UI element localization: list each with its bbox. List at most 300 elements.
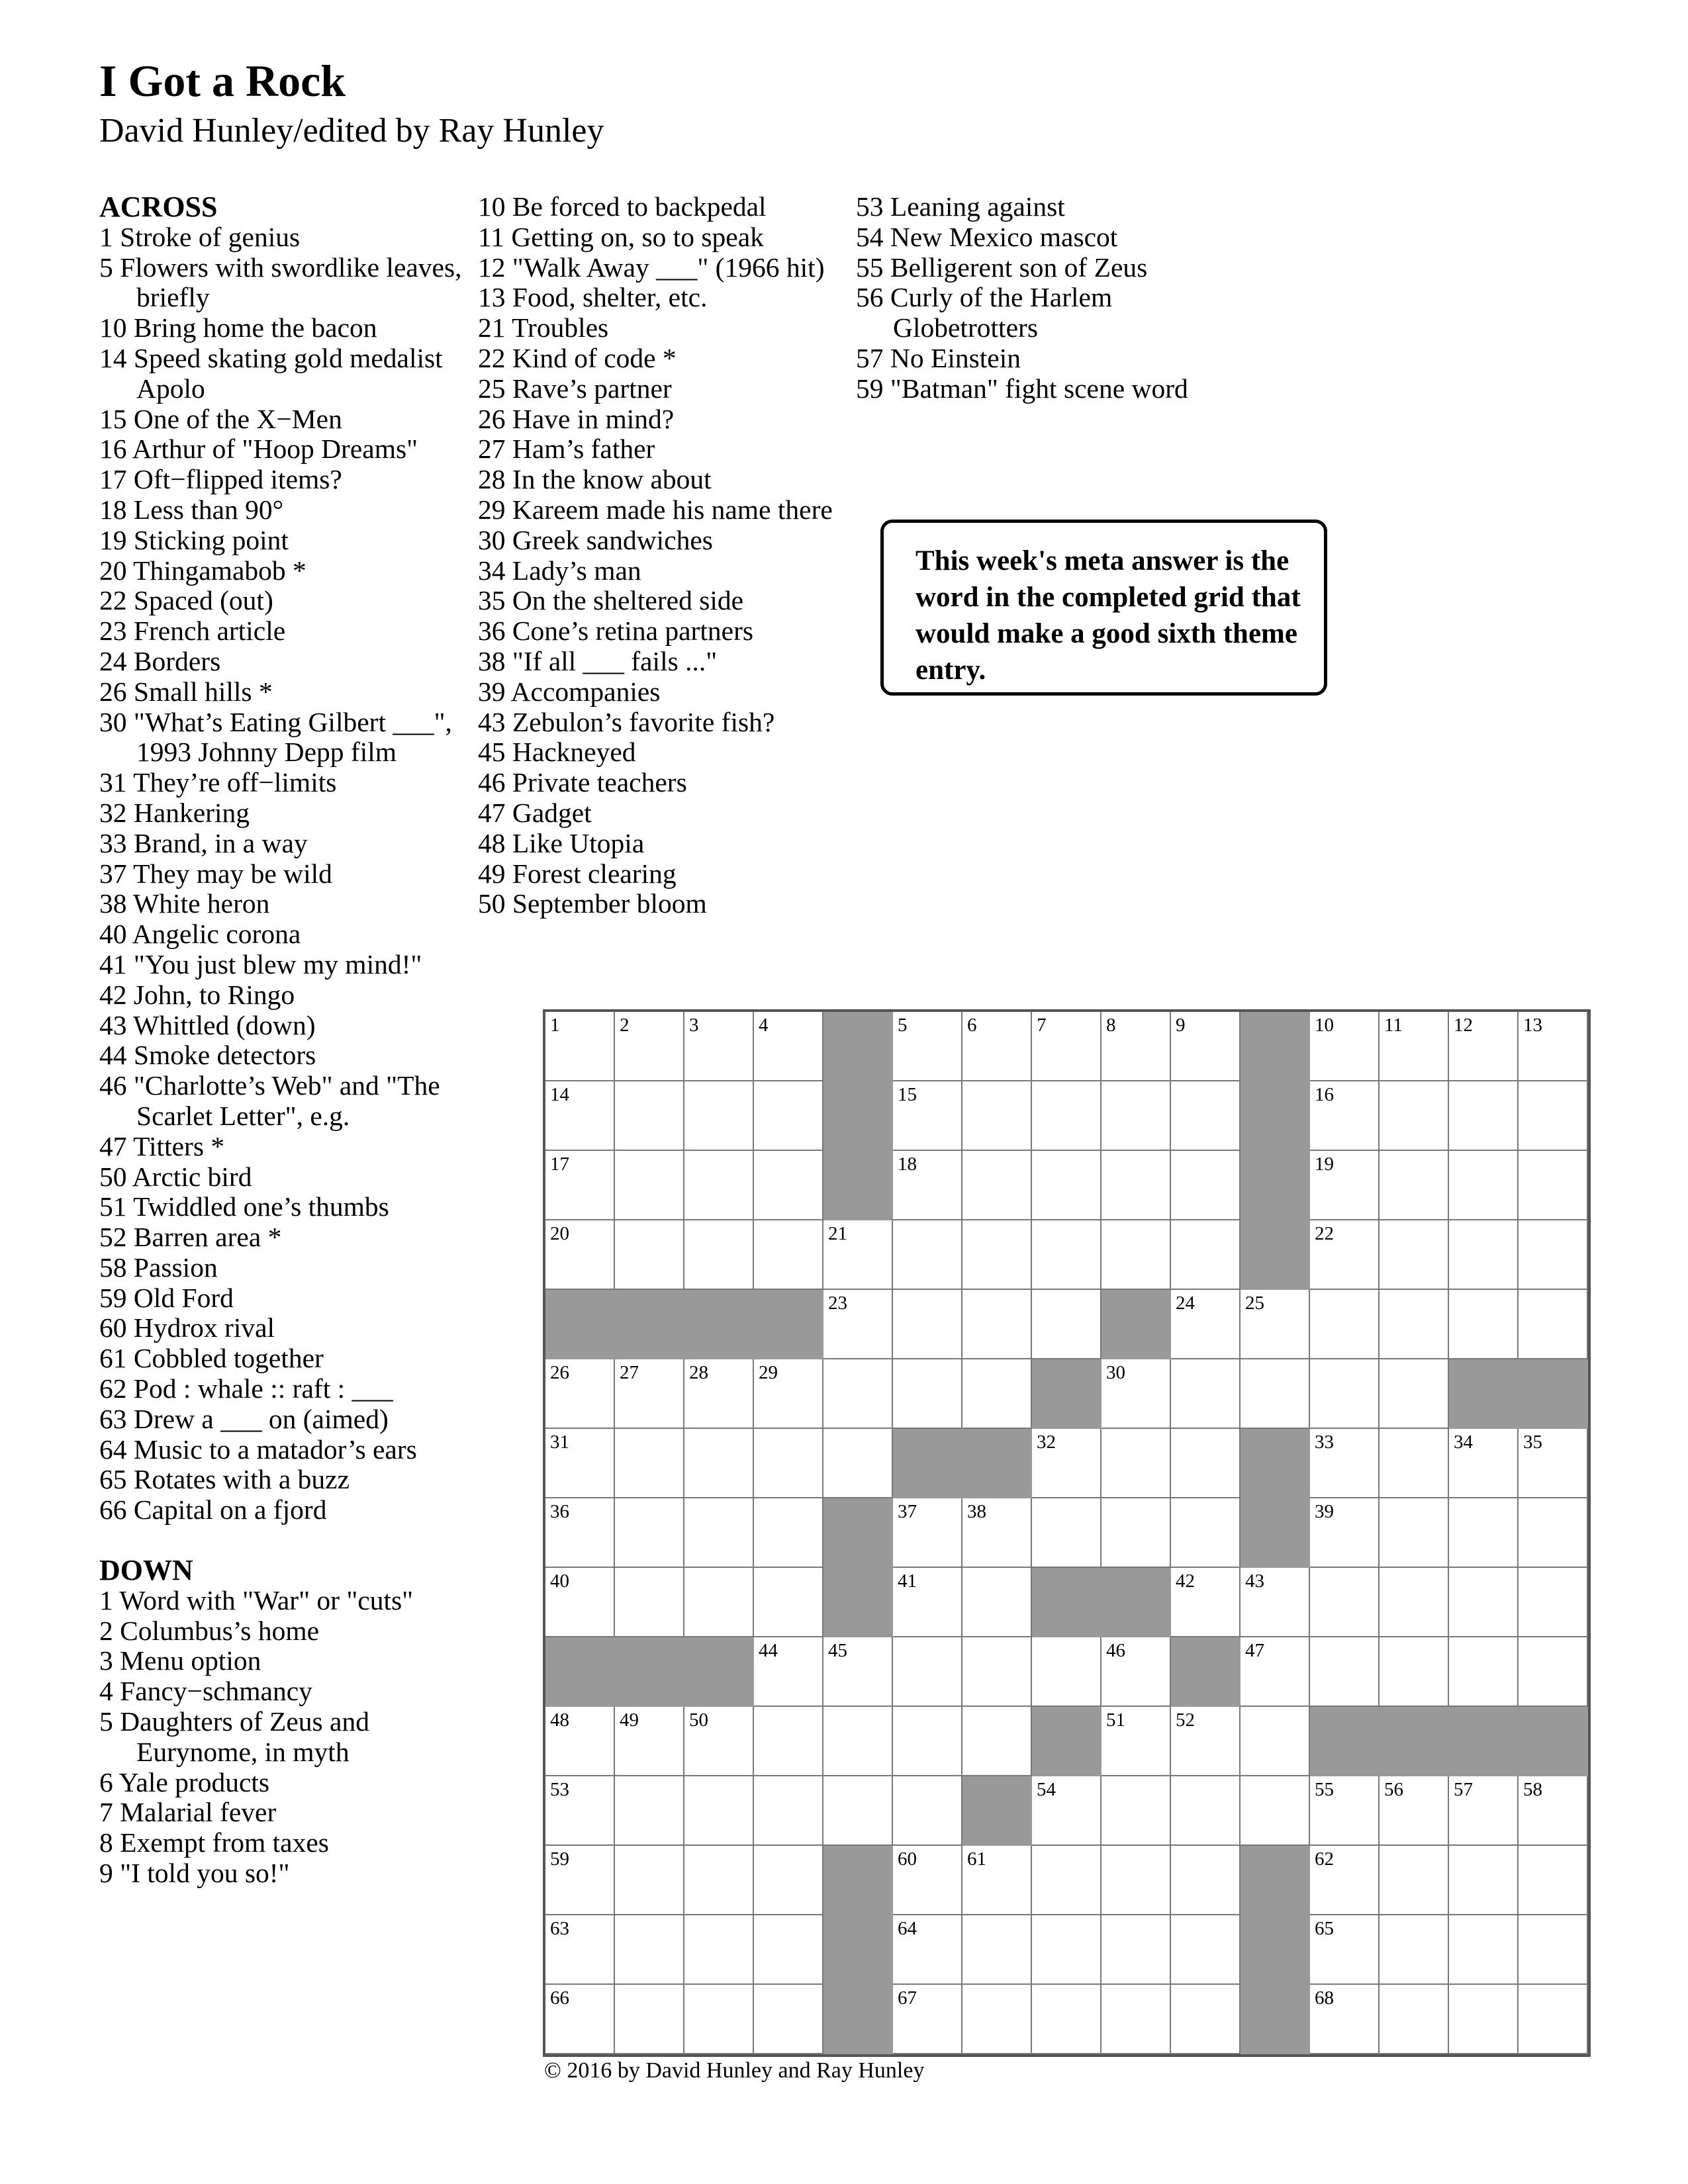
grid-cell[interactable] <box>1032 1915 1102 1985</box>
down-clue: 7 Malarial fever <box>99 1797 277 1828</box>
grid-block <box>823 1568 893 1637</box>
down-clue: 49 Forest clearing <box>478 858 677 889</box>
grid-cell[interactable] <box>1310 1985 1380 2054</box>
grid-cell[interactable] <box>754 1498 823 1568</box>
grid-cell[interactable] <box>893 1568 962 1637</box>
grid-cell[interactable] <box>1171 1429 1241 1498</box>
grid-cell[interactable] <box>1032 1498 1102 1568</box>
grid-cell[interactable] <box>962 1290 1032 1359</box>
grid-cell[interactable] <box>754 1012 823 1081</box>
across-clue: 26 Small hills * <box>99 676 273 707</box>
grid-cell[interactable] <box>545 1846 615 1915</box>
down-clue: 36 Cone’s retina partners <box>478 615 754 647</box>
grid-cell[interactable] <box>1102 1846 1171 1915</box>
grid-cell[interactable] <box>1102 1776 1171 1846</box>
grid-cell[interactable] <box>893 1012 962 1081</box>
grid-cell[interactable] <box>684 1359 754 1429</box>
grid-cell[interactable] <box>1241 1568 1310 1637</box>
grid-cell[interactable] <box>1449 1846 1519 1915</box>
grid-cell[interactable] <box>684 1498 754 1568</box>
grid-cell-number: 63 <box>550 1918 569 1939</box>
grid-cell[interactable] <box>1171 1707 1241 1776</box>
down-clue: 43 Zebulon’s favorite fish? <box>478 706 775 737</box>
grid-cell[interactable] <box>962 1359 1032 1429</box>
grid-cell[interactable] <box>1519 1290 1588 1359</box>
grid-cell[interactable] <box>1519 1776 1588 1846</box>
grid-block <box>1032 1359 1102 1429</box>
down-clue: 21 Troubles <box>478 312 609 343</box>
across-clue: 32 Hankering <box>99 797 250 828</box>
down-clue-list <box>478 192 835 919</box>
grid-cell[interactable] <box>1380 1568 1449 1637</box>
grid-cell[interactable] <box>1171 1568 1241 1637</box>
grid-cell-number: 62 <box>1315 1848 1334 1870</box>
across-clue: 44 Smoke detectors <box>99 1040 316 1071</box>
down-clue: 30 Greek sandwiches <box>478 524 713 555</box>
grid-cell[interactable] <box>1380 1220 1449 1290</box>
grid-cell[interactable] <box>615 1220 684 1290</box>
grid-cell[interactable] <box>962 1498 1032 1568</box>
grid-cell[interactable] <box>754 1985 823 2054</box>
grid-cell[interactable] <box>754 1568 823 1637</box>
grid-cell[interactable] <box>1449 1498 1519 1568</box>
across-clue: 64 Music to a matador’s ears <box>99 1433 417 1465</box>
grid-cell[interactable] <box>893 1707 962 1776</box>
grid-block <box>1380 1707 1449 1776</box>
grid-cell[interactable] <box>1310 1081 1380 1151</box>
grid-cell[interactable] <box>962 1220 1032 1290</box>
grid-cell[interactable] <box>962 1151 1032 1220</box>
grid-cell-number: 53 <box>550 1779 569 1800</box>
grid-cell[interactable] <box>615 1985 684 2054</box>
grid-cell[interactable] <box>684 1012 754 1081</box>
grid-cell[interactable] <box>545 1429 615 1498</box>
grid-cell[interactable] <box>1102 1220 1171 1290</box>
grid-cell[interactable] <box>823 1637 893 1707</box>
grid-cell[interactable] <box>545 1498 615 1568</box>
down-heading: DOWN <box>99 1554 193 1587</box>
grid-cell[interactable] <box>1449 1637 1519 1707</box>
grid-cell[interactable] <box>615 1012 684 1081</box>
grid-cell-number: 24 <box>1176 1293 1195 1314</box>
grid-cell-number: 8 <box>1106 1015 1116 1036</box>
down-clue-list <box>99 1586 470 1889</box>
grid-cell[interactable] <box>1449 1985 1519 2054</box>
grid-cell[interactable] <box>1102 1151 1171 1220</box>
across-clue: 18 Less than 90° <box>99 494 284 525</box>
down-clue: 28 In the know about <box>478 464 712 495</box>
grid-cell[interactable] <box>615 1081 684 1151</box>
grid-cell-number: 38 <box>967 1501 986 1522</box>
grid-cell[interactable] <box>684 1707 754 1776</box>
down-clue: 2 Columbus’s home <box>99 1615 320 1646</box>
grid-cell[interactable] <box>615 1498 684 1568</box>
crossword-grid <box>543 1009 1591 2057</box>
grid-cell[interactable] <box>893 1915 962 1985</box>
down-clue: 55 Belligerent son of Zeus <box>856 251 1148 283</box>
grid-cell[interactable] <box>1519 1985 1588 2054</box>
grid-cell[interactable] <box>1519 1220 1588 1290</box>
grid-cell[interactable] <box>1310 1012 1380 1081</box>
grid-cell[interactable] <box>1310 1290 1380 1359</box>
copyright-notice: © 2016 by David Hunley and Ray Hunley <box>544 2058 925 2083</box>
grid-cell[interactable] <box>1171 1012 1241 1081</box>
grid-cell[interactable] <box>545 1220 615 1290</box>
grid-cell-number: 54 <box>1037 1779 1056 1800</box>
grid-cell-number: 6 <box>967 1015 977 1036</box>
grid-cell[interactable] <box>1519 1498 1588 1568</box>
grid-block <box>1171 1637 1241 1707</box>
grid-cell-number: 44 <box>759 1640 778 1661</box>
grid-cell[interactable] <box>684 1220 754 1290</box>
grid-cell[interactable] <box>962 1568 1032 1637</box>
across-clue: 17 Oft−flipped items? <box>99 464 342 495</box>
grid-cell[interactable] <box>754 1776 823 1846</box>
grid-cell[interactable] <box>1519 1429 1588 1498</box>
grid-cell[interactable] <box>545 1568 615 1637</box>
grid-cell[interactable] <box>545 1985 615 2054</box>
grid-cell[interactable] <box>1171 1985 1241 2054</box>
grid-cell[interactable] <box>1241 1707 1310 1776</box>
grid-cell[interactable] <box>1310 1429 1380 1498</box>
grid-cell[interactable] <box>1241 1359 1310 1429</box>
grid-cell[interactable] <box>545 1707 615 1776</box>
across-clue: 37 They may be wild <box>99 858 332 889</box>
grid-cell[interactable] <box>1032 1846 1102 1915</box>
grid-cell[interactable] <box>893 1776 962 1846</box>
grid-cell[interactable] <box>962 1637 1032 1707</box>
grid-cell[interactable] <box>1449 1429 1519 1498</box>
grid-cell-number: 42 <box>1176 1570 1195 1592</box>
grid-cell-number: 29 <box>759 1362 778 1383</box>
grid-cell-number: 35 <box>1523 1432 1542 1453</box>
grid-cell[interactable] <box>1519 1151 1588 1220</box>
grid-cell[interactable] <box>893 1220 962 1290</box>
grid-cell[interactable] <box>1171 1151 1241 1220</box>
down-clue: 9 "I told you so!" <box>99 1858 290 1889</box>
grid-cell[interactable] <box>684 1151 754 1220</box>
down-clue: 3 Menu option <box>99 1645 261 1676</box>
grid-cell-number: 58 <box>1523 1779 1542 1800</box>
grid-cell[interactable] <box>823 1220 893 1290</box>
grid-cell[interactable] <box>615 1776 684 1846</box>
grid-cell[interactable] <box>615 1429 684 1498</box>
grid-cell[interactable] <box>962 1081 1032 1151</box>
grid-cell[interactable] <box>1519 1915 1588 1985</box>
across-clue: 58 Passion <box>99 1251 218 1283</box>
grid-cell[interactable] <box>545 1915 615 1985</box>
grid-cell[interactable] <box>1171 1081 1241 1151</box>
grid-cell[interactable] <box>1310 1776 1380 1846</box>
grid-cell[interactable] <box>893 1151 962 1220</box>
grid-cell[interactable] <box>1032 1151 1102 1220</box>
across-clue: 23 French article <box>99 615 286 647</box>
grid-cell[interactable] <box>1380 1012 1449 1081</box>
grid-cell[interactable] <box>1102 1359 1171 1429</box>
across-clue: 1 Stroke of genius <box>99 221 301 252</box>
across-clue: 5 Flowers with swordlike leaves, briefly <box>99 251 462 313</box>
across-clue: 52 Barren area * <box>99 1222 282 1253</box>
grid-block <box>754 1290 823 1359</box>
grid-block <box>1241 1429 1310 1498</box>
grid-cell[interactable] <box>1032 1985 1102 2054</box>
grid-cell-number: 56 <box>1384 1779 1403 1800</box>
across-clue: 19 Sticking point <box>99 524 289 555</box>
grid-cell[interactable] <box>1380 1985 1449 2054</box>
across-clue: 24 Borders <box>99 645 221 676</box>
grid-cell[interactable] <box>1449 1081 1519 1151</box>
grid-cell[interactable] <box>684 1846 754 1915</box>
grid-cell[interactable] <box>615 1151 684 1220</box>
grid-cell[interactable] <box>962 1846 1032 1915</box>
grid-block <box>1241 1081 1310 1151</box>
grid-cell[interactable] <box>1102 1081 1171 1151</box>
grid-cell[interactable] <box>1032 1012 1102 1081</box>
grid-cell[interactable] <box>754 1429 823 1498</box>
grid-cell-number: 66 <box>550 1987 569 2009</box>
grid-cell[interactable] <box>1380 1498 1449 1568</box>
grid-cell[interactable] <box>962 1915 1032 1985</box>
across-clue: 33 Brand, in a way <box>99 827 308 858</box>
across-clue: 30 "What’s Eating Gilbert ___", 1993 Johnny Depp film <box>99 706 452 768</box>
grid-cell-number: 68 <box>1315 1987 1334 2009</box>
grid-cell[interactable] <box>1241 1290 1310 1359</box>
grid-cell[interactable] <box>1519 1846 1588 1915</box>
grid-cell[interactable] <box>1102 1429 1171 1498</box>
grid-cell[interactable] <box>1310 1637 1380 1707</box>
grid-cell[interactable] <box>1380 1915 1449 1985</box>
grid-cell-number: 40 <box>550 1570 569 1592</box>
down-clue: 8 Exempt from taxes <box>99 1827 329 1858</box>
grid-cell[interactable] <box>893 1985 962 2054</box>
grid-cell-number: 64 <box>898 1918 917 1939</box>
grid-block <box>1310 1707 1380 1776</box>
grid-cell[interactable] <box>893 1637 962 1707</box>
grid-cell[interactable] <box>1519 1568 1588 1637</box>
clue-column-2 <box>478 192 835 919</box>
grid-cell-number: 14 <box>550 1084 569 1105</box>
grid-block <box>1102 1568 1171 1637</box>
grid-cell[interactable] <box>754 1915 823 1985</box>
down-clue: 12 "Walk Away ___" (1966 hit) <box>478 251 825 283</box>
grid-cell[interactable] <box>1102 1707 1171 1776</box>
grid-cell[interactable] <box>754 1220 823 1290</box>
grid-cell[interactable] <box>545 1776 615 1846</box>
grid-cell[interactable] <box>545 1012 615 1081</box>
grid-cell[interactable] <box>1171 1846 1241 1915</box>
grid-cell[interactable] <box>893 1846 962 1915</box>
grid-cell[interactable] <box>1449 1568 1519 1637</box>
grid-cell[interactable] <box>1102 1637 1171 1707</box>
down-clue: 26 Have in mind? <box>478 403 675 434</box>
grid-cell-number: 50 <box>689 1709 708 1731</box>
grid-cell-number: 37 <box>898 1501 917 1522</box>
grid-cell-number: 59 <box>550 1848 569 1870</box>
across-clue: 47 Titters * <box>99 1130 225 1161</box>
grid-cell[interactable] <box>754 1359 823 1429</box>
across-clue: 65 Rotates with a buzz <box>99 1464 350 1495</box>
grid-cell[interactable] <box>1241 1637 1310 1707</box>
grid-cell[interactable] <box>893 1498 962 1568</box>
clue-column-1 <box>99 192 470 1889</box>
grid-cell[interactable] <box>615 1846 684 1915</box>
grid-cell-number: 52 <box>1176 1709 1195 1731</box>
grid-cell[interactable] <box>823 1776 893 1846</box>
grid-cell[interactable] <box>1380 1081 1449 1151</box>
grid-cell[interactable] <box>1380 1359 1449 1429</box>
grid-cell[interactable] <box>1171 1290 1241 1359</box>
grid-cell-number: 3 <box>689 1015 699 1036</box>
grid-cell[interactable] <box>1032 1429 1102 1498</box>
down-clue: 46 Private teachers <box>478 767 687 798</box>
grid-cell-number: 5 <box>898 1015 908 1036</box>
grid-cell[interactable] <box>1032 1637 1102 1707</box>
grid-cell[interactable] <box>1380 1637 1449 1707</box>
grid-cell[interactable] <box>615 1707 684 1776</box>
grid-cell[interactable] <box>1102 1915 1171 1985</box>
grid-cell[interactable] <box>684 1429 754 1498</box>
grid-cell[interactable] <box>615 1359 684 1429</box>
grid-cell[interactable] <box>754 1846 823 1915</box>
grid-cell[interactable] <box>1449 1220 1519 1290</box>
grid-cell[interactable] <box>545 1081 615 1151</box>
grid-cell[interactable] <box>1310 1915 1380 1985</box>
grid-block <box>1241 1846 1310 1915</box>
grid-cell[interactable] <box>1380 1776 1449 1846</box>
grid-cell-number: 23 <box>828 1293 847 1314</box>
grid-cell[interactable] <box>1380 1290 1449 1359</box>
grid-cell-number: 9 <box>1176 1015 1186 1036</box>
grid-cell[interactable] <box>754 1637 823 1707</box>
grid-cell[interactable] <box>1171 1776 1241 1846</box>
grid-block <box>1241 1151 1310 1220</box>
grid-cell[interactable] <box>1310 1568 1380 1637</box>
grid-cell-number: 32 <box>1037 1432 1056 1453</box>
down-clue: 56 Curly of the Harlem Globetrotters <box>856 282 1113 343</box>
grid-block <box>1241 1220 1310 1290</box>
grid-cell[interactable] <box>684 1081 754 1151</box>
across-clue: 41 "You just blew my mind!" <box>99 948 422 979</box>
grid-cell[interactable] <box>615 1915 684 1985</box>
across-clue-list <box>99 222 470 1525</box>
grid-cell[interactable] <box>962 1012 1032 1081</box>
grid-cell[interactable] <box>823 1359 893 1429</box>
grid-cell[interactable] <box>684 1776 754 1846</box>
grid-cell[interactable] <box>545 1151 615 1220</box>
grid-cell-number: 33 <box>1315 1432 1334 1453</box>
grid-cell[interactable] <box>1310 1151 1380 1220</box>
grid-cell[interactable] <box>1310 1498 1380 1568</box>
grid-cell[interactable] <box>823 1429 893 1498</box>
down-clue: 22 Kind of code * <box>478 342 677 373</box>
grid-cell[interactable] <box>684 1985 754 2054</box>
grid-cell[interactable] <box>615 1568 684 1637</box>
grid-cell[interactable] <box>1310 1846 1380 1915</box>
grid-cell[interactable] <box>545 1359 615 1429</box>
grid-cell-number: 47 <box>1245 1640 1264 1661</box>
grid-cell-number: 49 <box>620 1709 639 1731</box>
across-clue: 38 White heron <box>99 888 270 919</box>
across-clue: 51 Twiddled one’s thumbs <box>99 1191 389 1222</box>
grid-cell[interactable] <box>1310 1359 1380 1429</box>
grid-cell-number: 17 <box>550 1154 569 1175</box>
grid-cell[interactable] <box>1519 1637 1588 1707</box>
grid-cell[interactable] <box>893 1081 962 1151</box>
grid-cell-number: 16 <box>1315 1084 1334 1105</box>
grid-cell[interactable] <box>962 1707 1032 1776</box>
grid-cell[interactable] <box>1449 1151 1519 1220</box>
grid-cell[interactable] <box>893 1359 962 1429</box>
grid-cell[interactable] <box>1102 1498 1171 1568</box>
grid-cell[interactable] <box>754 1081 823 1151</box>
down-clue: 57 No Einstein <box>856 342 1021 373</box>
grid-cell[interactable] <box>1310 1220 1380 1290</box>
grid-cell[interactable] <box>684 1915 754 1985</box>
grid-block <box>1241 1915 1310 1985</box>
across-clue: 31 They’re off−limits <box>99 767 337 798</box>
grid-cell[interactable] <box>684 1568 754 1637</box>
down-clue: 54 New Mexico mascot <box>856 221 1118 252</box>
grid-cell[interactable] <box>1032 1776 1102 1846</box>
grid-cell[interactable] <box>1171 1915 1241 1985</box>
puzzle-title: I Got a Rock <box>99 56 346 106</box>
grid-cell-number: 13 <box>1523 1015 1542 1036</box>
grid-cell[interactable] <box>1519 1081 1588 1151</box>
across-clue: 40 Angelic corona <box>99 919 301 950</box>
grid-cell[interactable] <box>1380 1846 1449 1915</box>
grid-cell[interactable] <box>1102 1985 1171 2054</box>
grid-cell-number: 55 <box>1315 1779 1334 1800</box>
grid-cell[interactable] <box>1449 1012 1519 1081</box>
grid-cell[interactable] <box>1241 1776 1310 1846</box>
grid-cell[interactable] <box>1449 1290 1519 1359</box>
down-clue: 34 Lady’s man <box>478 555 641 586</box>
grid-cell-number: 34 <box>1454 1432 1473 1453</box>
grid-cell-number: 36 <box>550 1501 569 1522</box>
grid-cell[interactable] <box>754 1707 823 1776</box>
grid-cell[interactable] <box>1449 1915 1519 1985</box>
grid-cell[interactable] <box>1032 1220 1102 1290</box>
down-clue: 38 "If all ___ fails ..." <box>478 645 718 676</box>
grid-cell[interactable] <box>823 1707 893 1776</box>
grid-cell[interactable] <box>962 1985 1032 2054</box>
grid-cell-number: 60 <box>898 1848 917 1870</box>
grid-cell[interactable] <box>1519 1012 1588 1081</box>
grid-cell[interactable] <box>823 1290 893 1359</box>
grid-cell[interactable] <box>1171 1220 1241 1290</box>
grid-cell[interactable] <box>1102 1012 1171 1081</box>
grid-block <box>684 1290 754 1359</box>
across-clue: 46 "Charlotte’s Web" and "The Scarlet Letter", e.g. <box>99 1070 440 1131</box>
grid-cell-number: 11 <box>1384 1015 1403 1036</box>
across-clue: 66 Capital on a fjord <box>99 1494 327 1525</box>
across-clue: 14 Speed skating gold medalist Apolo <box>99 342 443 404</box>
grid-cell-number: 4 <box>759 1015 769 1036</box>
grid-cell-number: 28 <box>689 1362 708 1383</box>
grid-cell[interactable] <box>1171 1359 1241 1429</box>
grid-cell[interactable] <box>1032 1290 1102 1359</box>
grid-cell[interactable] <box>1380 1151 1449 1220</box>
grid-cell[interactable] <box>1380 1429 1449 1498</box>
grid-cell[interactable] <box>754 1151 823 1220</box>
grid-cell[interactable] <box>1171 1498 1241 1568</box>
grid-cell[interactable] <box>1449 1776 1519 1846</box>
down-clue: 11 Getting on, so to speak <box>478 221 764 252</box>
grid-cell-number: 39 <box>1315 1501 1334 1522</box>
grid-cell[interactable] <box>1032 1081 1102 1151</box>
grid-cell[interactable] <box>893 1290 962 1359</box>
puzzle-byline: David Hunley/edited by Ray Hunley <box>99 112 604 150</box>
